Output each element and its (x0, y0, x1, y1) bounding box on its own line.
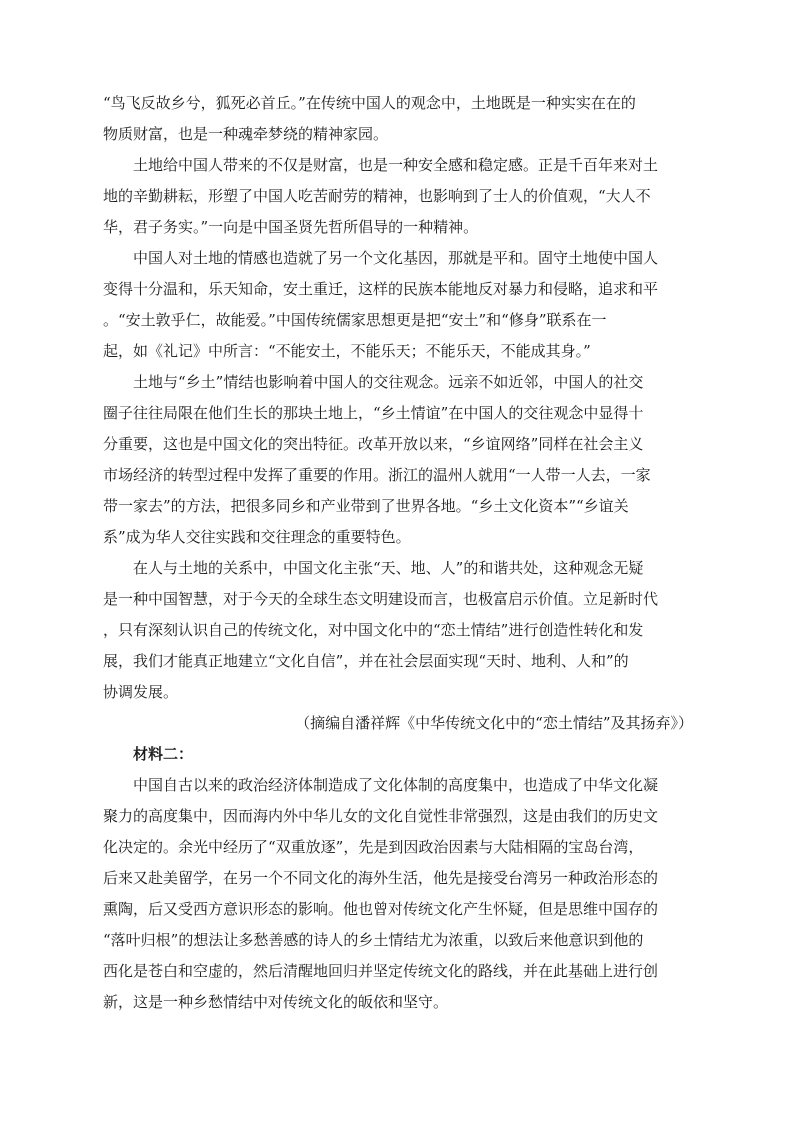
text-line: 在人与土地的关系中，中国文化主张“天、地、人”的和谐共处，这种观念无疑 (133, 559, 644, 577)
text-line: 圈子往往局限在他们生长的那块土地上，“乡土情谊”在中国人的交往观念中显得十 (103, 404, 644, 422)
text-line: 起，如《礼记》中所言：“不能安土，不能乐天；不能乐天，不能成其身。” (103, 342, 591, 360)
text-line: 化决定的。余光中经历了“双重放逐”，先是到因政治因素与大陆相隔的宝岛台湾， (103, 838, 644, 856)
text-line: 物质财富，也是一种魂牵梦绕的精神家园。 (103, 125, 389, 143)
text-line: 分重要，这也是中国文化的突出特征。改革开放以来，“乡谊网络”同样在社会主义 (103, 435, 644, 453)
text-line: ，只有深刻认识自己的传统文化，对中国文化中的“恋土情结”进行创造性转化和发 (103, 621, 644, 639)
text-line: 西化是苍白和空虚的，然后清醒地回归并坚定传统文化的路线，并在此基础上进行创 (103, 962, 659, 980)
text-line: 华，君子务实。”一向是中国圣贤先哲所倡导的一种精神。 (103, 218, 479, 236)
text-line: 是一种中国智慧，对于今天的全球生态文明建设而言，也极富启示价值。立足新时代 (103, 590, 659, 608)
text-line: 熏陶，后又受西方意识形态的影响。他也曾对传统文化产生怀疑，但是思维中国存的 (103, 900, 659, 918)
source-citation: （摘编自潘祥辉《中华传统文化中的“恋土情结”及其扬弃》） (295, 714, 693, 732)
text-line: 中国自古以来的政治经济体制造成了文化体制的高度集中，也造成了中华文化凝 (133, 776, 659, 794)
paragraph-5 (103, 553, 693, 708)
text-line: 带一家去”的方法，把很多同乡和产业带到了世界各地。“乡土文化资本”“乡谊关 (103, 497, 629, 515)
text-line: “落叶归根”的想法让多愁善感的诗人的乡土情结尤为浓重，以致后来他意识到他的 (103, 931, 644, 949)
paragraph-material-two (103, 770, 693, 1018)
text-line: “鸟飞反故乡兮，狐死必首丘。”在传统中国人的观念中，土地既是一种实实在在的 (103, 94, 636, 112)
paragraph-3 (103, 243, 693, 367)
text-line: 后来又赴美留学，在另一个不同文化的海外生活，他先是接受台湾另一种政治形态的 (103, 869, 659, 887)
text-line: 土地与“乡土”情结也影响着中国人的交往观念。远亲不如近邻，中国人的社交 (133, 373, 644, 391)
text-line: 。“安土敦乎仁，故能爱。”中国传统儒家思想更是把“安土”和“修身”联系在一 (103, 311, 607, 329)
text-line: 地的辛勤耕耘，形塑了中国人吃苦耐劳的精神，也影响到了士人的价值观，“大人不 (103, 187, 651, 205)
paragraph-1 (103, 88, 693, 150)
paragraph-4 (103, 367, 693, 553)
text-line: 展，我们才能真正地建立“文化自信”，并在社会层面实现“天时、地利、人和”的 (103, 652, 629, 670)
document-body (103, 88, 693, 1018)
text-line: 市场经济的转型过程中发挥了重要的作用。浙江的温州人就用“一人带一人去，一家 (103, 466, 651, 484)
text-line: 变得十分温和，乐天知命，安土重迁，这样的民族本能地反对暴力和侵略，追求和平 (103, 280, 659, 298)
text-line: 聚力的高度集中，因而海内外中华儿女的文化自觉性非常强烈，这是由我们的历史文 (103, 807, 659, 825)
text-line: 新，这是一种乡愁情结中对传统文化的皈依和坚守。 (103, 993, 449, 1011)
material-two-heading: 材料二： (133, 745, 194, 763)
text-line: 协调发展。 (103, 683, 179, 701)
paragraph-2 (103, 150, 693, 243)
text-line: 系”成为华人交往实践和交往理念的重要特色。 (103, 528, 411, 546)
text-line: 土地给中国人带来的不仅是财富，也是一种安全感和稳定感。正是千百年来对土 (133, 156, 659, 174)
text-line: 中国人对土地的情感也造就了另一个文化基因，那就是平和。固守土地使中国人 (133, 249, 659, 267)
